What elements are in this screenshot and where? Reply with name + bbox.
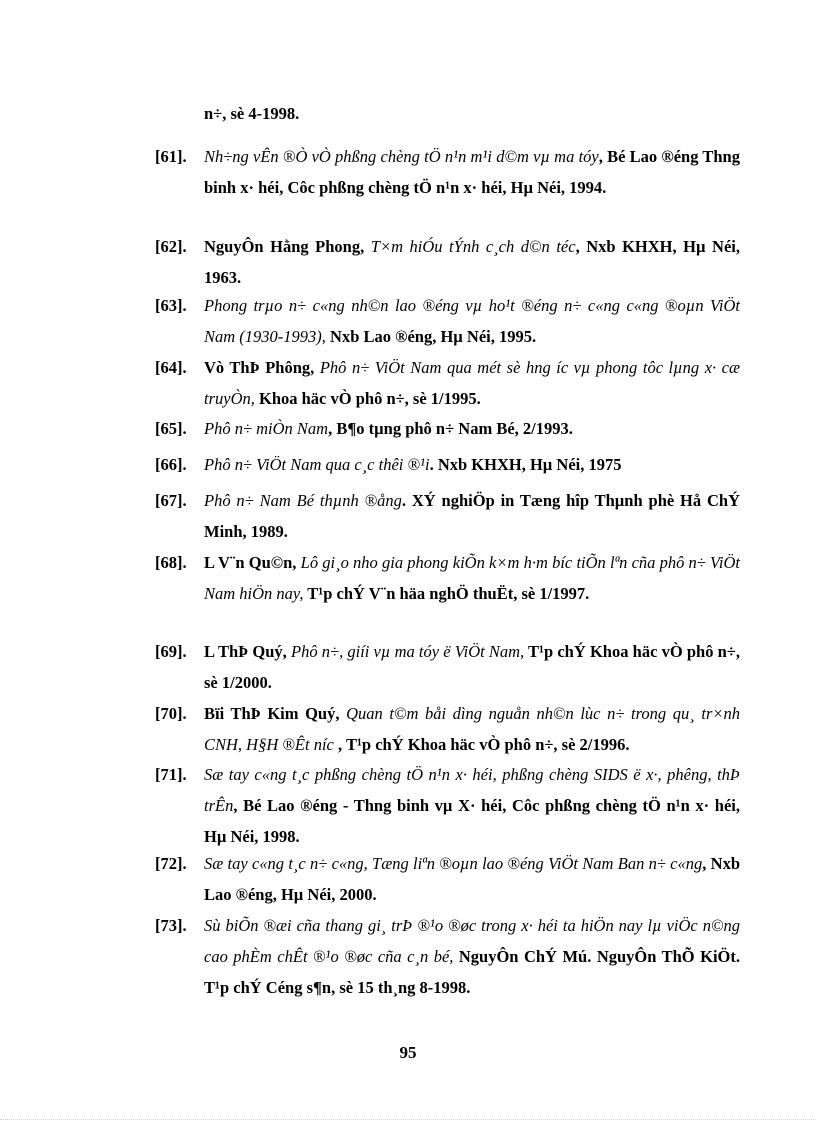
reference-publication: Nxb Lao ®éng, Hµ Néi, 1995. xyxy=(325,327,537,346)
reference-number: [63]. xyxy=(155,296,187,315)
reference-publication: , Bé Lao ®éng - Thng binh vµ X· héi, Côc phßng chèng tÖ n¹n x· héi, Hµ Néi, 1998. xyxy=(204,796,740,846)
reference-title: Phô n÷ Nam Bé thµnh ®ång xyxy=(204,491,402,510)
reference-text xyxy=(204,413,740,444)
reference-number: [73]. xyxy=(155,916,187,935)
reference-number: [64]. xyxy=(155,358,187,377)
reference-text xyxy=(204,449,740,480)
reference-title: T×m hiÓu tÝnh c¸ch d©n téc xyxy=(370,237,576,256)
reference-number: [66]. xyxy=(155,455,187,474)
reference-publication: NguyÔn ChÝ Mú. NguyÔn ThÕ KiÖt. T¹p chÝ Céng s¶n, sè 15 th¸ng 8-1998. xyxy=(204,947,740,997)
reference-text xyxy=(204,698,740,760)
reference-text xyxy=(204,352,740,414)
reference-entry xyxy=(155,848,740,910)
reference-publication: T¹p chÝ Khoa häc vÒ phô n÷, sè 1/2000. xyxy=(204,642,740,692)
reference-entry xyxy=(155,759,740,852)
reference-title: Phô n÷ ViÖt Nam qua mét sè hng íc vµ phong tôc lµng x· cæ truyÒn, xyxy=(204,358,741,408)
reference-title: Phô n÷, giíi vµ ma tóy ë ViÖt Nam, xyxy=(291,642,525,661)
reference-entry xyxy=(155,698,740,760)
reference-title: Nh÷ng vÊn ®Ò vÒ phßng chèng tÖ n¹n m¹i d©m vµ ma tóy xyxy=(204,147,599,166)
reference-publication: , B¶o tµng phô n÷ Nam Bé, 2/1993. xyxy=(328,419,573,438)
reference-text xyxy=(204,636,740,698)
reference-entry xyxy=(155,636,740,698)
reference-entry xyxy=(155,413,740,444)
reference-publication: , Nxb Lao ®éng, Hµ Néi, 2000. xyxy=(204,854,740,904)
reference-text xyxy=(204,910,740,1003)
reference-text xyxy=(204,231,740,293)
reference-number: [62]. xyxy=(155,237,187,256)
reference-number: [71]. xyxy=(155,765,187,784)
reference-publication: , Nxb KHXH, Hµ Néi, 1963. xyxy=(204,237,740,287)
reference-author: Bïi ThÞ Kim Quý, xyxy=(204,704,347,723)
reference-entry xyxy=(155,141,740,203)
reference-publication: T¹p chÝ V¨n häa nghÖ thuËt, sè 1/1997. xyxy=(303,584,590,603)
reference-number: [69]. xyxy=(155,642,187,661)
reference-publication: . XÝ nghiÖp in Tæng hîp Thµnh phè Hå ChÝ Minh, 1989. xyxy=(204,491,740,541)
reference-title: Phong trµo n÷ c«ng nh©n lao ®éng vµ ho¹t ®éng n÷ c«ng c«ng ®oµn ViÖt Nam (1930-1993), xyxy=(204,296,740,346)
reference-publication: , Bé Lao ®éng Thng binh x· héi, Côc phßng chèng tÖ n¹n x· héi, Hµ Néi, 1994. xyxy=(204,147,740,197)
reference-author: Vò ThÞ Phông, xyxy=(204,358,320,377)
reference-text xyxy=(204,485,740,547)
reference-title: Quan t©m båi dìng nguån nh©n lùc n÷ trong qu¸ tr×nh CNH, H§H ®Êt níc xyxy=(204,704,740,754)
reference-number: [67]. xyxy=(155,491,187,510)
reference-entry xyxy=(155,485,740,547)
reference-text xyxy=(204,848,740,910)
reference-author: L ThÞ Quý, xyxy=(204,642,291,661)
reference-entry xyxy=(155,547,740,609)
reference-title: Phô n÷ ViÖt Nam qua c¸c thêi ®¹i xyxy=(204,455,430,474)
reference-entry xyxy=(155,449,740,480)
reference-publication: . Nxb KHXH, Hµ Néi, 1975 xyxy=(429,455,622,474)
reference-title: Lô gi¸o nho gia phong kiÕn k×m h·m bíc tiÕn lªn cña phô n÷ ViÖt Nam hiÖn nay, xyxy=(204,553,740,603)
reference-author: L V¨n Qu©n, xyxy=(204,553,301,572)
reference-number: [72]. xyxy=(155,854,187,873)
reference-text xyxy=(204,759,740,852)
reference-number: [65]. xyxy=(155,419,187,438)
continuation-line: n÷, sè 4-1998. xyxy=(204,104,300,123)
reference-number: [68]. xyxy=(155,553,187,572)
reference-title: Sù biÕn ®æi cña thang gi¸ trÞ ®¹o ®øc trong x· héi ta hiÖn nay lµ viÖc n©ng cao phÈm chÊt ®¹o ®øc cña c¸n bé, xyxy=(204,916,740,966)
reference-number: [61]. xyxy=(155,147,187,166)
reference-number: [70]. xyxy=(155,704,187,723)
reference-title: Phô n÷ miÒn Nam xyxy=(204,419,329,438)
reference-entry xyxy=(155,290,740,352)
reference-text xyxy=(204,141,740,203)
reference-entry xyxy=(155,231,740,293)
page-number: 95 xyxy=(399,1043,417,1062)
reference-title: Sæ tay c«ng t¸c n÷ c«ng, Tæng liªn ®oµn lao ®éng ViÖt Nam Ban n÷ c«ng xyxy=(204,854,703,873)
reference-title: Sæ tay c«ng t¸c phßng chèng tÖ n¹n x· héi, phßng chèng SIDS ë x·, phêng, thÞ trÊn xyxy=(204,765,740,815)
reference-publication: , T¹p chÝ Khoa häc vÒ phô n÷, sè 2/1996. xyxy=(333,735,630,754)
reference-entry xyxy=(155,352,740,414)
reference-publication: Khoa häc vÒ phô n÷, sè 1/1995. xyxy=(254,389,481,408)
reference-author: NguyÔn Hằng Phong, xyxy=(204,237,371,256)
reference-text xyxy=(204,290,740,352)
bottom-divider xyxy=(0,1119,816,1120)
reference-entry xyxy=(155,910,740,1003)
reference-text xyxy=(204,547,740,609)
